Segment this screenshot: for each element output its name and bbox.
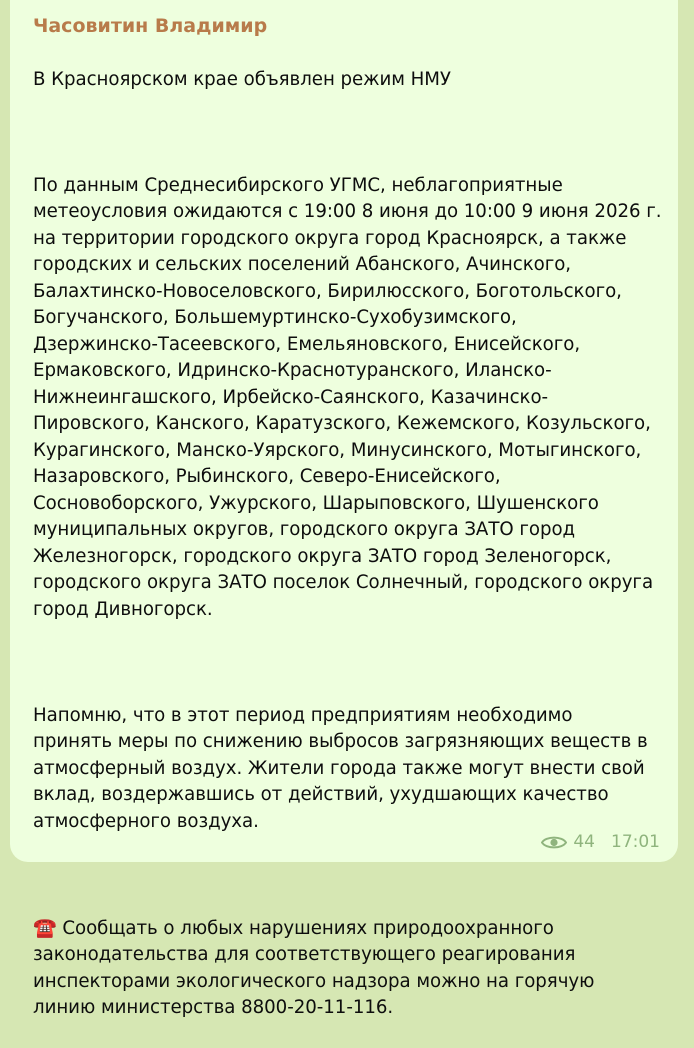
message-meta [541,832,660,852]
message-text [33,40,673,1048]
message-paragraph-forecast: По данным Среднесибирского УГМС, неблагоприятные метеоусловия ожидаются с 19:00 8 июня до 10:00 9 июня 2026 г. на территории городского округа город Красноярск, а также городских и сельских поселений Абанского, Ачинского, Балахтинско-Новоселовского, Бирилюсского, Боготольского, Богучанского, Большемуртинско-Сухобузимского, Дзержинско-Тасеевского, Емельяновского, Енисейского, Ермаковского, Идринско-Краснотуранского, Иланско- Нижнеингашского, Ирбейско-Саянского, Казачинско- Пировского, Канского, Каратузского, Кежемского, Козульского, Курагинского, Манско-Уярского, Минусинского, Мотыгинского, Назаровского, Рыбинского, Северо-Енисейского, Сосновоборского, Ужурского, Шарыповского, Шушенского муниципальных округов, городского округа ЗАТО город Железногорск, городского округа ЗАТО город Зеленогорск, городского округа ЗАТО поселок Солнечный, городского округа город Дивногорск. [33,174,662,620]
view-count: 44 [573,832,595,852]
hotline-text: Сообщать о любых нарушениях природоохранного законодательства для соответствующего реагирования инспекторами экологического надзора можно на горячую линию министерства 8800-20-11-116. [33,917,595,1018]
message-paragraph-reminder: Напомню, что в этот период предприятиям необходимо принять меры по снижению выбросов загрязняющих веществ в атмосферный воздух. Жители города также могут внести свой вклад, воздержавшись от действий, ухудшающих качество атмосферного воздуха. [33,704,648,832]
message-time: 17:01 [611,832,660,852]
message-headline: В Красноярском крае объявлен режим НМУ [33,68,451,90]
eye-icon [541,834,567,851]
message-paragraph-hotline [33,915,673,1022]
sender-name[interactable]: Часовитин Владимир [33,15,268,37]
message-bubble[interactable] [10,0,678,1018]
telephone-icon: ☎️ [33,916,57,939]
